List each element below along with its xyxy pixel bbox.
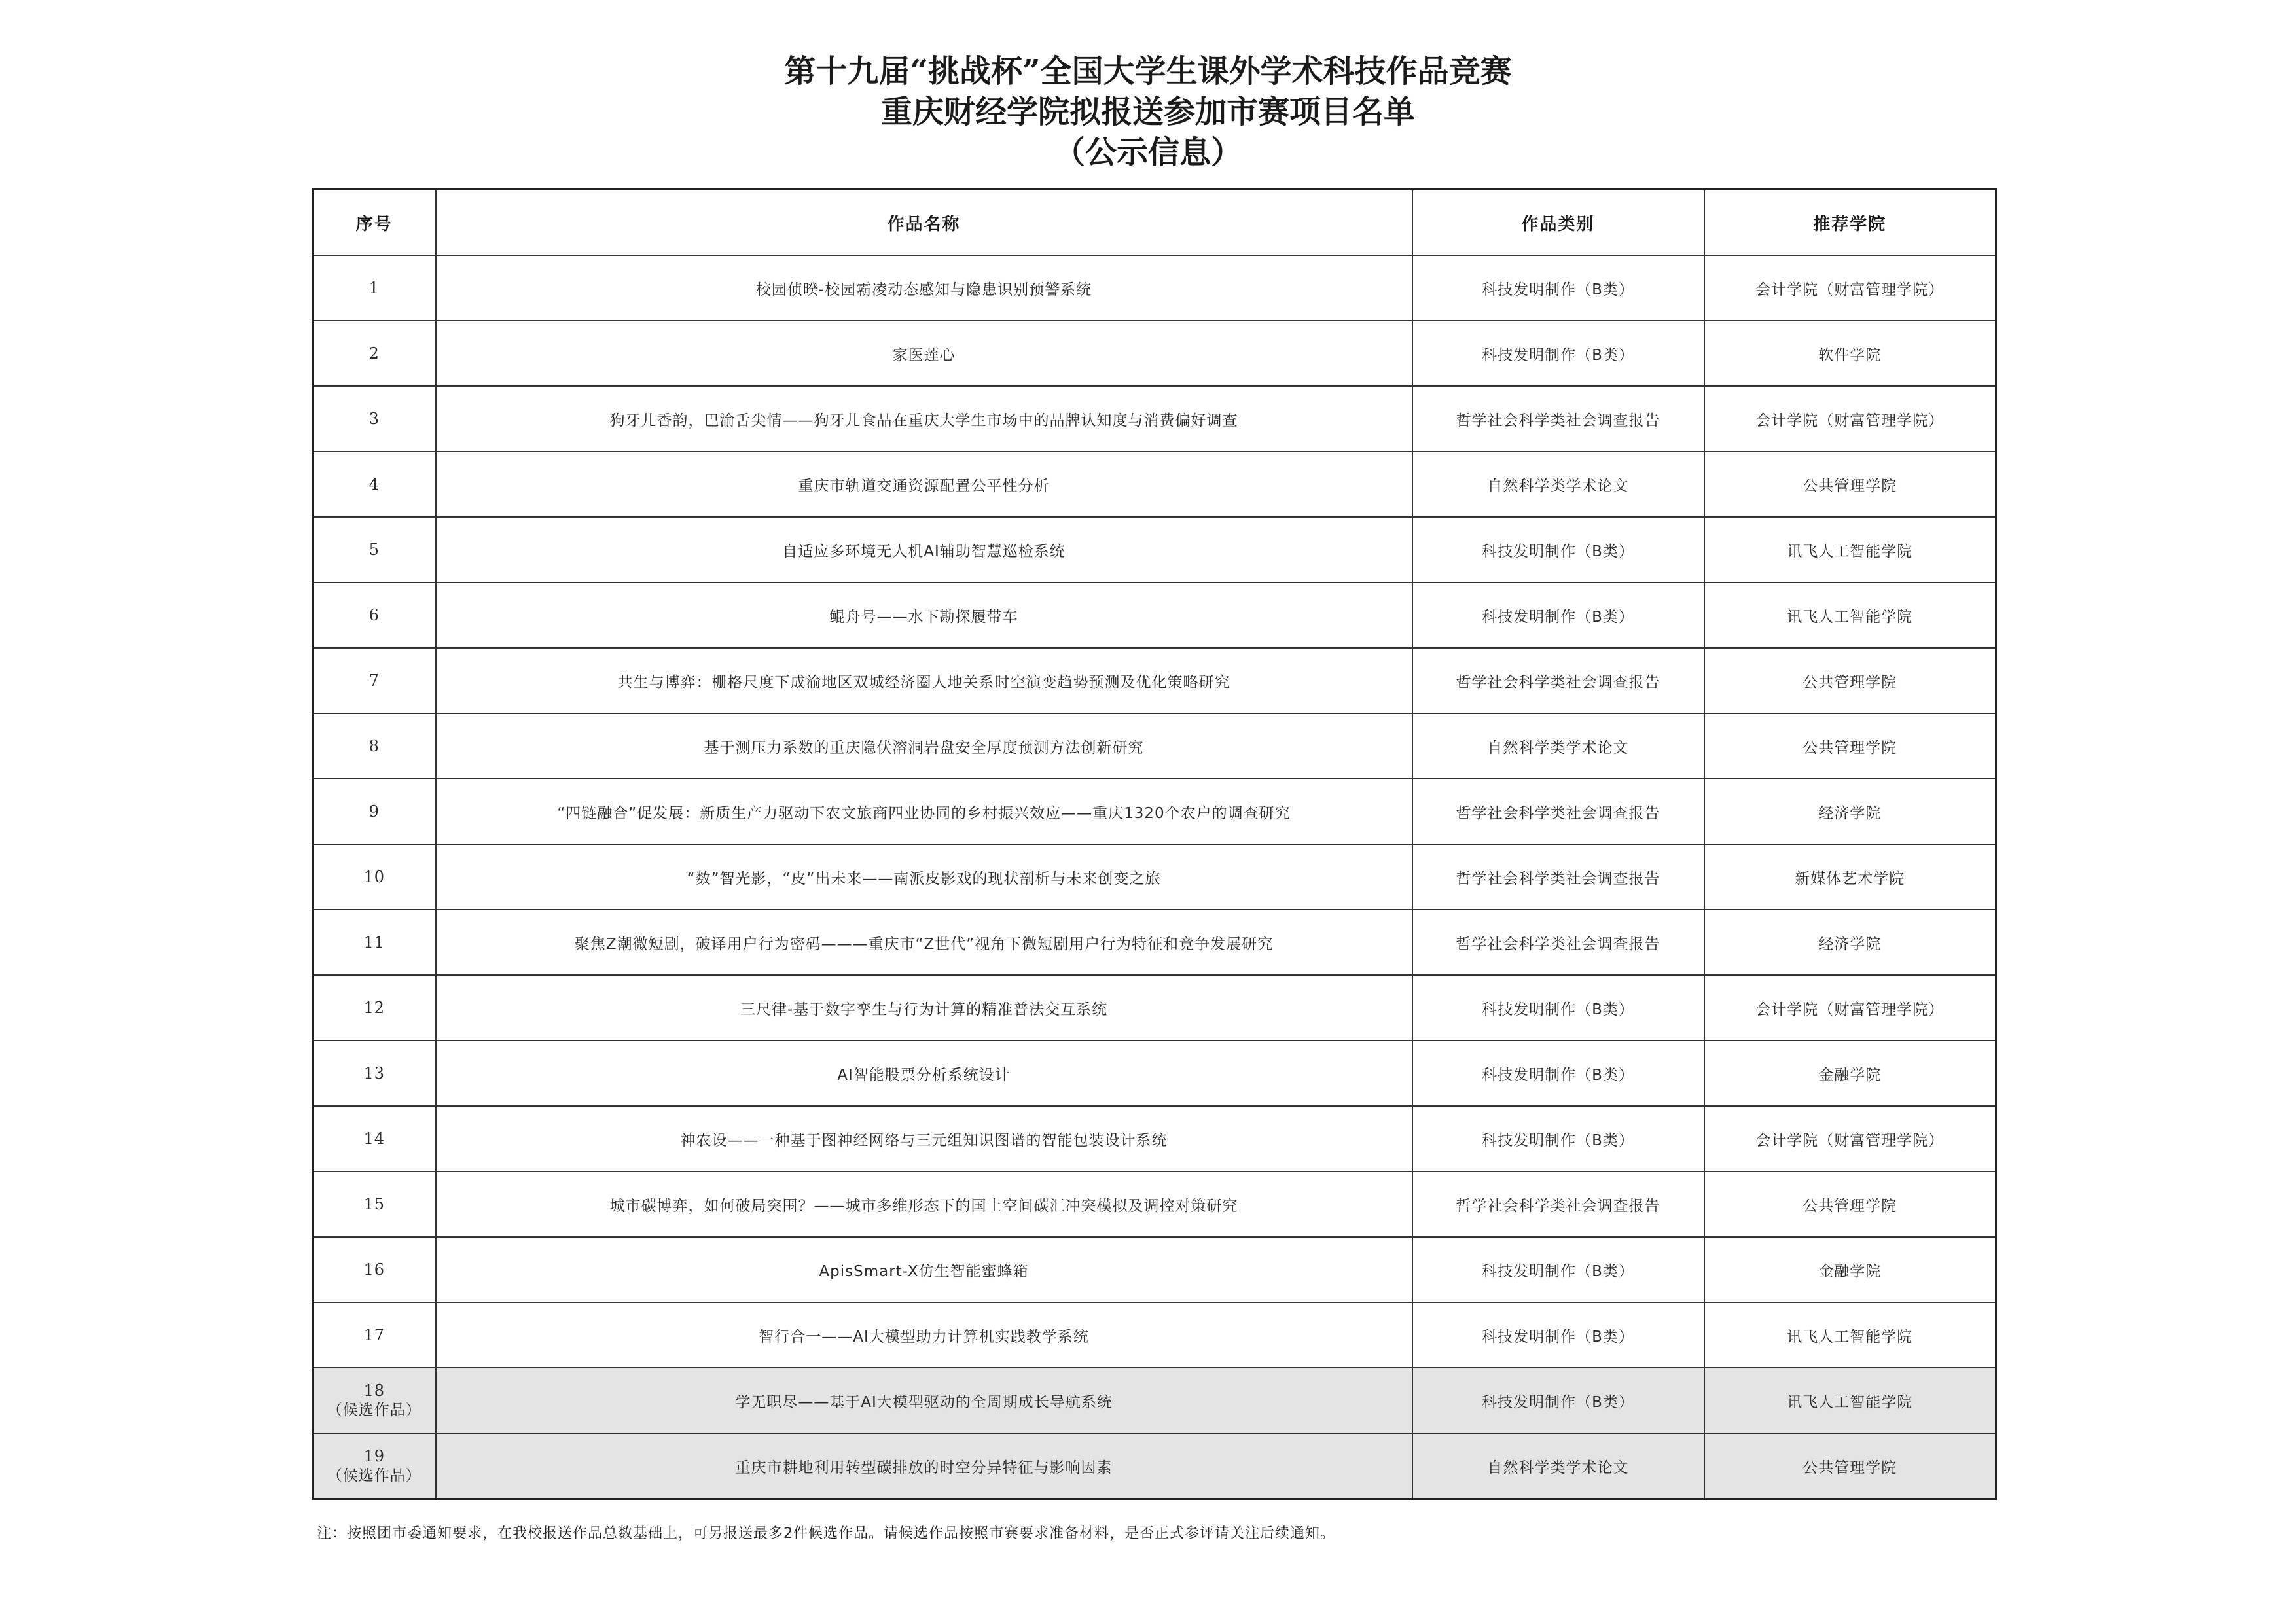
row-college: 讯飞人工智能学院 bbox=[1704, 582, 1996, 648]
table-header-row bbox=[313, 190, 1996, 256]
row-category: 哲学社会科学类社会调查报告 bbox=[1412, 386, 1704, 452]
project-list-table bbox=[312, 188, 1997, 1500]
row-no: 14 bbox=[313, 1106, 436, 1171]
row-category: 自然科学类学术论文 bbox=[1412, 713, 1704, 779]
row-category: 科技发明制作（B类） bbox=[1412, 517, 1704, 582]
row-college: 公共管理学院 bbox=[1704, 1171, 1996, 1237]
row-name: 共生与博弈：栅格尺度下成渝地区双城经济圈人地关系时空演变趋势预测及优化策略研究 bbox=[436, 648, 1412, 713]
row-name: 狗牙儿香韵，巴渝舌尖情——狗牙儿食品在重庆大学生市场中的品牌认知度与消费偏好调查 bbox=[436, 386, 1412, 452]
row-college: 讯飞人工智能学院 bbox=[1704, 1368, 1996, 1433]
row-category: 科技发明制作（B类） bbox=[1412, 975, 1704, 1041]
row-name: 自适应多环境无人机AI辅助智慧巡检系统 bbox=[436, 517, 1412, 582]
row-college: 金融学院 bbox=[1704, 1237, 1996, 1302]
row-no: 10 bbox=[313, 844, 436, 910]
header-no: 序号 bbox=[313, 190, 436, 256]
title-line-3: （公示信息） bbox=[1053, 134, 1242, 171]
row-category: 自然科学类学术论文 bbox=[1412, 1433, 1704, 1499]
row-no: 11 bbox=[313, 910, 436, 975]
row-college: 会计学院（财富管理学院） bbox=[1704, 255, 1996, 321]
candidate-no: 18 bbox=[363, 1382, 386, 1400]
row-no: 5 bbox=[313, 517, 436, 582]
row-no: 17 bbox=[313, 1302, 436, 1368]
row-name: 智行合一——AI大模型助力计算机实践教学系统 bbox=[436, 1302, 1412, 1368]
table-row bbox=[313, 844, 1996, 910]
row-name: 神农设——一种基于图神经网络与三元组知识图谱的智能包装设计系统 bbox=[436, 1106, 1412, 1171]
row-no: 8 bbox=[313, 713, 436, 779]
row-college: 经济学院 bbox=[1704, 910, 1996, 975]
row-category: 科技发明制作（B类） bbox=[1412, 1368, 1704, 1433]
table-row bbox=[313, 910, 1996, 975]
table-row bbox=[313, 582, 1996, 648]
row-no: 2 bbox=[313, 321, 436, 386]
header-college: 推荐学院 bbox=[1704, 190, 1996, 256]
row-category: 科技发明制作（B类） bbox=[1412, 255, 1704, 321]
row-name: 基于测压力系数的重庆隐伏溶洞岩盘安全厚度预测方法创新研究 bbox=[436, 713, 1412, 779]
table-body bbox=[313, 255, 1996, 1499]
row-name: ApisSmart-X仿生智能蜜蜂箱 bbox=[436, 1237, 1412, 1302]
table-row bbox=[313, 779, 1996, 844]
row-no bbox=[313, 1433, 436, 1499]
table-row bbox=[313, 517, 1996, 582]
table-row bbox=[313, 1237, 1996, 1302]
row-category: 自然科学类学术论文 bbox=[1412, 452, 1704, 517]
row-no: 7 bbox=[313, 648, 436, 713]
row-name: 重庆市耕地利用转型碳排放的时空分异特征与影响因素 bbox=[436, 1433, 1412, 1499]
row-college: 讯飞人工智能学院 bbox=[1704, 1302, 1996, 1368]
row-college: 公共管理学院 bbox=[1704, 452, 1996, 517]
row-name: 校园侦暌-校园霸凌动态感知与隐患识别预警系统 bbox=[436, 255, 1412, 321]
row-category: 哲学社会科学类社会调查报告 bbox=[1412, 844, 1704, 910]
row-category: 科技发明制作（B类） bbox=[1412, 582, 1704, 648]
row-category: 科技发明制作（B类） bbox=[1412, 321, 1704, 386]
row-college: 会计学院（财富管理学院） bbox=[1704, 386, 1996, 452]
row-no: 1 bbox=[313, 255, 436, 321]
row-name: 家医莲心 bbox=[436, 321, 1412, 386]
row-category: 哲学社会科学类社会调查报告 bbox=[1412, 648, 1704, 713]
row-no: 9 bbox=[313, 779, 436, 844]
row-name: 聚焦Z潮微短剧，破译用户行为密码———重庆市“Z世代”视角下微短剧用户行为特征和竞争发展研究 bbox=[436, 910, 1412, 975]
row-name: “数”智光影，“皮”出未来——南派皮影戏的现状剖析与未来创变之旅 bbox=[436, 844, 1412, 910]
table-row bbox=[313, 1302, 1996, 1368]
row-category: 科技发明制作（B类） bbox=[1412, 1237, 1704, 1302]
row-no: 16 bbox=[313, 1237, 436, 1302]
table-row bbox=[313, 452, 1996, 517]
table-row bbox=[313, 1171, 1996, 1237]
table-row bbox=[313, 255, 1996, 321]
row-no: 15 bbox=[313, 1171, 436, 1237]
project-list-table-wrapper bbox=[312, 188, 1995, 1500]
candidate-no: 19 bbox=[363, 1447, 386, 1465]
row-no: 6 bbox=[313, 582, 436, 648]
row-category: 科技发明制作（B类） bbox=[1412, 1302, 1704, 1368]
row-name: 重庆市轨道交通资源配置公平性分析 bbox=[436, 452, 1412, 517]
row-no: 4 bbox=[313, 452, 436, 517]
candidate-table-row bbox=[313, 1368, 1996, 1433]
header-name: 作品名称 bbox=[436, 190, 1412, 256]
row-category: 哲学社会科学类社会调查报告 bbox=[1412, 779, 1704, 844]
candidate-tag: （候选作品） bbox=[327, 1467, 422, 1484]
table-row bbox=[313, 648, 1996, 713]
title-line-2: 重庆财经学院拟报送参加市赛项目名单 bbox=[880, 94, 1415, 130]
row-name: AI智能股票分析系统设计 bbox=[436, 1041, 1412, 1106]
row-college: 会计学院（财富管理学院） bbox=[1704, 1106, 1996, 1171]
row-category: 科技发明制作（B类） bbox=[1412, 1041, 1704, 1106]
table-row bbox=[313, 713, 1996, 779]
row-college: 公共管理学院 bbox=[1704, 713, 1996, 779]
row-college: 公共管理学院 bbox=[1704, 648, 1996, 713]
row-no: 12 bbox=[313, 975, 436, 1041]
row-category: 哲学社会科学类社会调查报告 bbox=[1412, 910, 1704, 975]
document-title bbox=[0, 51, 2296, 173]
row-name: 城市碳博弈，如何破局突围？——城市多维形态下的国土空间碳汇冲突模拟及调控对策研究 bbox=[436, 1171, 1412, 1237]
row-name: 学无职尽——基于AI大模型驱动的全周期成长导航系统 bbox=[436, 1368, 1412, 1433]
row-college: 软件学院 bbox=[1704, 321, 1996, 386]
row-no: 3 bbox=[313, 386, 436, 452]
table-row bbox=[313, 1041, 1996, 1106]
row-college: 公共管理学院 bbox=[1704, 1433, 1996, 1499]
row-college: 新媒体艺术学院 bbox=[1704, 844, 1996, 910]
row-category: 哲学社会科学类社会调查报告 bbox=[1412, 1171, 1704, 1237]
title-line-1: 第十九届“挑战杯”全国大学生课外学术科技作品竞赛 bbox=[784, 53, 1512, 90]
table-row bbox=[313, 975, 1996, 1041]
row-college: 会计学院（财富管理学院） bbox=[1704, 975, 1996, 1041]
footnote: 注：按照团市委通知要求，在我校报送作品总数基础上，可另报送最多2件候选作品。请候选作品按照市赛要求准备材料，是否正式参评请关注后续通知。 bbox=[317, 1525, 1336, 1542]
table-row bbox=[313, 1106, 1996, 1171]
row-category: 科技发明制作（B类） bbox=[1412, 1106, 1704, 1171]
header-category: 作品类别 bbox=[1412, 190, 1704, 256]
candidate-tag: （候选作品） bbox=[327, 1402, 422, 1419]
table-row bbox=[313, 386, 1996, 452]
row-college: 经济学院 bbox=[1704, 779, 1996, 844]
row-name: 鲲舟号——水下勘探履带车 bbox=[436, 582, 1412, 648]
row-no bbox=[313, 1368, 436, 1433]
row-name: 三尺律-基于数字孪生与行为计算的精准普法交互系统 bbox=[436, 975, 1412, 1041]
row-no: 13 bbox=[313, 1041, 436, 1106]
row-college: 金融学院 bbox=[1704, 1041, 1996, 1106]
row-name: “四链融合”促发展：新质生产力驱动下农文旅商四业协同的乡村振兴效应——重庆1320个农户的调查研究 bbox=[436, 779, 1412, 844]
candidate-table-row bbox=[313, 1433, 1996, 1499]
row-college: 讯飞人工智能学院 bbox=[1704, 517, 1996, 582]
table-row bbox=[313, 321, 1996, 386]
